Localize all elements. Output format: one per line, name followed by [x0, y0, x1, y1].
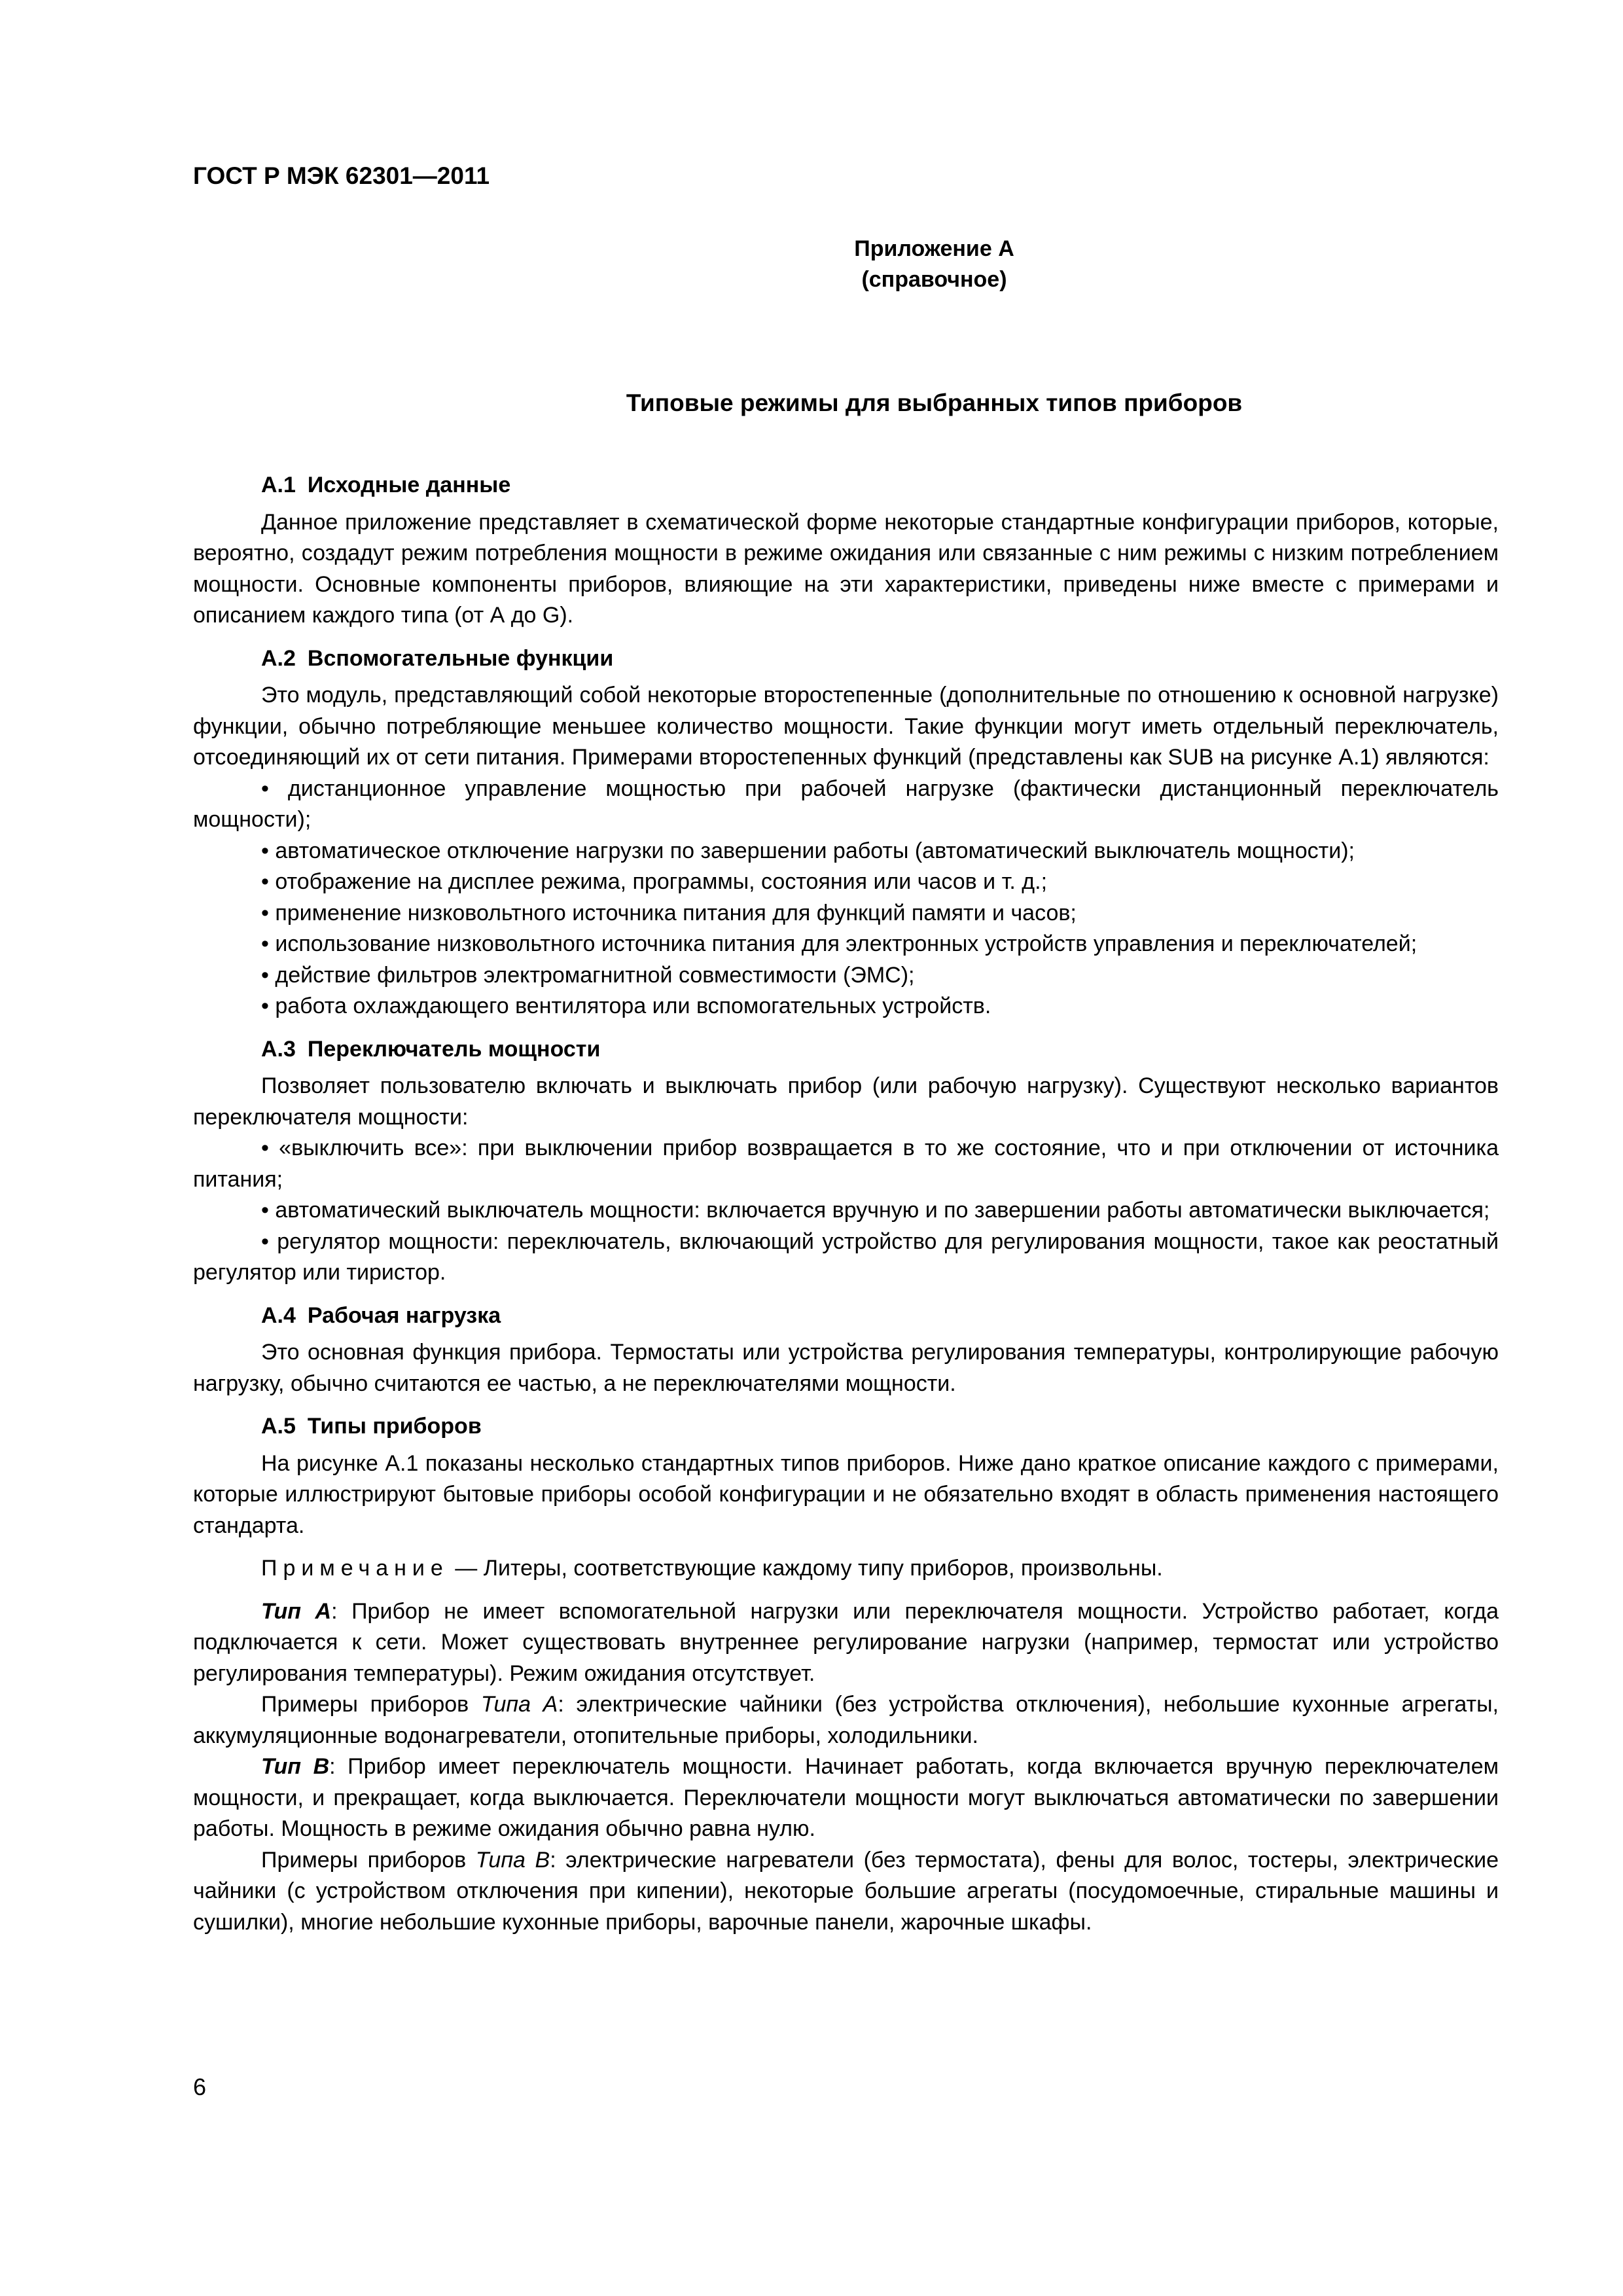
type-b-examples [193, 1845, 1499, 1939]
paragraph: Это основная функция прибора. Термостаты или устройства регулирования температуры, контролирующие рабочую нагрузку, обычно считаются ее частью, а не переключателями мощности. [193, 1340, 1499, 1396]
list-item: • регулятор мощности: переключатель, включающий устройство для регулирования мощности, такое как реостатный регулятор или тиристор. [193, 1229, 1499, 1285]
section-heading-a4 [193, 1300, 1499, 1332]
examples-prefix: Примеры приборов [261, 1692, 481, 1717]
document-body [193, 470, 1499, 1938]
section-number: А.2 [261, 645, 296, 671]
appendix-label: Приложение А [854, 236, 1014, 261]
paragraph: Позволяет пользователю включать и выключать прибор (или рабочую нагрузку). Существуют несколько вариантов переключателя мощности: [193, 1073, 1499, 1130]
document-header: ГОСТ Р МЭК 62301—2011 [193, 162, 490, 189]
list-item: • работа охлаждающего вентилятора или вспомогательных устройств. [261, 994, 991, 1018]
examples-type: Типа В [475, 1847, 550, 1873]
paragraph: На рисунке А.1 показаны несколько стандартных типов приборов. Ниже дано краткое описание каждого с примерами, которые иллюстрируют бытовые приборы особой конфигурации и не обязательно входят в область применения настоящего стандарта. [193, 1450, 1499, 1538]
section-heading-a5 [193, 1411, 1499, 1443]
type-a-description [193, 1596, 1499, 1690]
list-item: • автоматический выключатель мощности: включается вручную и по завершении работы автоматически выключается; [261, 1198, 1490, 1223]
list-item: • отображение на дисплее режима, программы, состояния или часов и т. д.; [261, 869, 1048, 894]
list-item: • применение низковольтного источника питания для функций памяти и часов; [261, 900, 1077, 925]
list-item: • автоматическое отключение нагрузки по завершении работы (автоматический выключатель мощности); [261, 838, 1355, 863]
list-item: • действие фильтров электромагнитной совместимости (ЭМС); [261, 962, 915, 988]
examples-prefix: Примеры приборов [261, 1847, 476, 1873]
section-heading-a3 [193, 1034, 1499, 1066]
section-number: А.1 [261, 473, 296, 497]
appendix-heading [193, 234, 1499, 295]
type-b-description [193, 1751, 1499, 1845]
list-item: • «выключить все»: при выключении прибор возвращается в то же состояние, что и при отключении от источника питания; [193, 1136, 1499, 1192]
type-label: Тип В [261, 1754, 330, 1779]
page-title: Типовые режимы для выбранных типов приборов [626, 389, 1243, 416]
section-number: А.4 [261, 1302, 296, 1328]
note-label: Примечание [261, 1556, 449, 1581]
section-title: Вспомогательные функции [307, 645, 614, 671]
type-text: : Прибор имеет переключатель мощности. Начинает работать, когда включается вручную переключателем мощности, и прекращает, когда выключается. Переключатели мощности могут выключаться автоматически по завершении работы. Мощность в режиме ожидания обычно равна нулю. [193, 1754, 1499, 1841]
section-heading-a1 [193, 470, 1499, 501]
examples-text: : электрические чайники (без устройства отключения), небольшие кухонные агрегаты, аккумуляционные водонагреватели, отопительные приборы, холодильники. [193, 1692, 1499, 1748]
list-item: • использование низковольтного источника питания для электронных устройств управления и переключателей; [261, 931, 1418, 956]
paragraph: Данное приложение представляет в схематической форме некоторые стандартные конфигурации приборов, которые, вероятно, создадут режим потребления мощности в режиме ожидания или связанные с ним режимы с низким потреблением мощности. Основные компоненты приборов, влияющие на эти характеристики, приведены ниже вместе с примерами и описанием каждого типа (от А до G). [193, 509, 1499, 628]
section-title: Исходные данные [307, 473, 511, 497]
type-text: : Прибор не имеет вспомогательной нагрузки или переключателя мощности. Устройство работает, когда подключается к сети. Может существовать внутреннее регулирование нагрузки (например, термостат или устройство регулирования температуры). Режим ожидания отсутствует. [193, 1598, 1499, 1686]
type-label: Тип А [261, 1598, 332, 1624]
section-number: А.5 [261, 1414, 296, 1439]
appendix-kind: (справочное) [861, 267, 1007, 292]
note-text: — Литеры, соответствующие каждому типу приборов, произвольны. [448, 1556, 1163, 1581]
section-title: Переключатель мощности [307, 1036, 601, 1062]
examples-text: : электрические нагреватели (без термостата), фены для волос, тостеры, электрические чайники (с устройством отключения при кипении), некоторые большие агрегаты (посудомоечные, стиральные машины и сушилки), многие небольшие кухонные приборы, варочные панели, жарочные шкафы. [193, 1847, 1499, 1935]
section-heading-a2 [193, 643, 1499, 675]
section-title: Типы приборов [307, 1414, 482, 1439]
page-number: 6 [193, 2073, 207, 2100]
section-title: Рабочая нагрузка [307, 1302, 501, 1328]
note [193, 1553, 1499, 1585]
list-item: • дистанционное управление мощностью при рабочей нагрузке (фактически дистанционный переключатель мощности); [193, 776, 1499, 832]
section-number: А.3 [261, 1036, 296, 1062]
examples-type: Типа А [480, 1692, 558, 1717]
type-a-examples [193, 1689, 1499, 1751]
paragraph: Это модуль, представляющий собой некоторые второстепенные (дополнительные по отношению к основной нагрузке) функции, обычно потребляющие меньшее количество мощности. Такие функции могут иметь отдельный переключатель, отсоединяющий их от сети питания. Примерами второстепенных функций (представлены как SUB на рисунке А.1) являются: [193, 683, 1499, 770]
